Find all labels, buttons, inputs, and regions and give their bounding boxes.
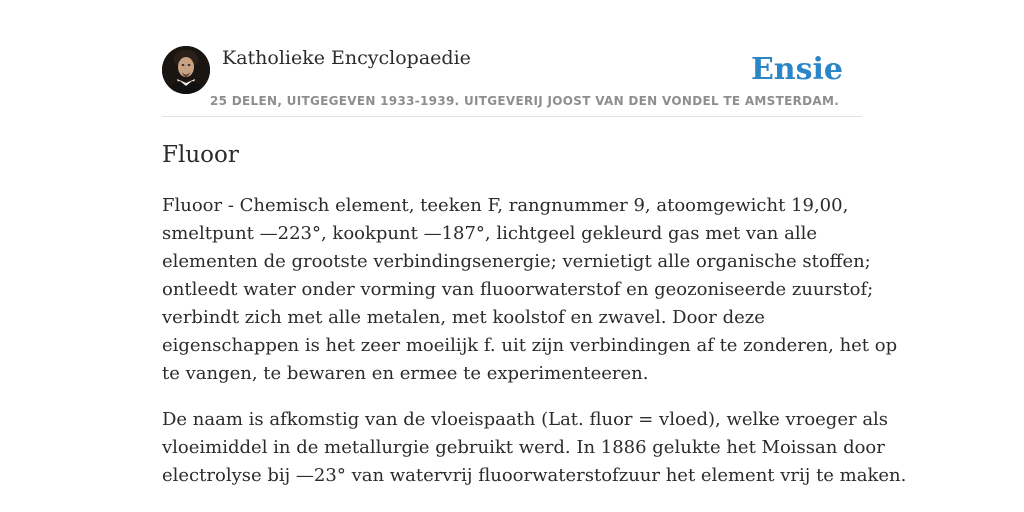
book-title[interactable]: Katholieke Encyclopaedie bbox=[222, 47, 471, 69]
paragraph-line: vloeimiddel in de metallurgie gebruikt werd. In 1886 gelukte het Moissan door bbox=[162, 437, 885, 458]
paragraph-line: ontleedt water onder vorming van fluoorwaterstof en geozoniseerde zuurstof; bbox=[162, 279, 874, 300]
paragraph-line: smeltpunt —223°, kookpunt —187°, lichtgeel gekleurd gas met van alle bbox=[162, 223, 818, 244]
paragraph-line: elementen de grootste verbindingsenergie; vernietigt alle organische stoffen; bbox=[162, 251, 871, 272]
book-header bbox=[162, 44, 862, 117]
book-subtitle: 25 DELEN, UITGEGEVEN 1933-1939. UITGEVERIJ JOOST VAN DEN VONDEL TE AMSTERDAM. bbox=[210, 94, 840, 108]
paragraph-line: te vangen, te bewaren en ermee te experimenteeren. bbox=[162, 363, 649, 384]
article-title: Fluoor bbox=[162, 142, 239, 168]
portrait-avatar-icon[interactable] bbox=[162, 46, 210, 94]
brand-logo-link[interactable]: Ensie bbox=[750, 52, 843, 87]
paragraph-line: De naam is afkomstig van de vloeispaath (Lat. fluor = vloed), welke vroeger als bbox=[162, 409, 889, 430]
article-paragraph bbox=[162, 192, 898, 388]
paragraph-line: verbindt zich met alle metalen, met koolstof en zwavel. Door deze bbox=[162, 307, 765, 328]
article bbox=[162, 140, 907, 490]
article-paragraph bbox=[162, 406, 907, 490]
paragraph-line: electrolyse bij —23° van watervrij fluoorwaterstofzuur het element vrij te maken. bbox=[162, 465, 907, 486]
paragraph-line: Fluoor - Chemisch element, teeken F, rangnummer 9, atoomgewicht 19,00, bbox=[162, 195, 849, 216]
paragraph-line: eigenschappen is het zeer moeilijk f. uit zijn verbindingen af te zonderen, het op bbox=[162, 335, 898, 356]
